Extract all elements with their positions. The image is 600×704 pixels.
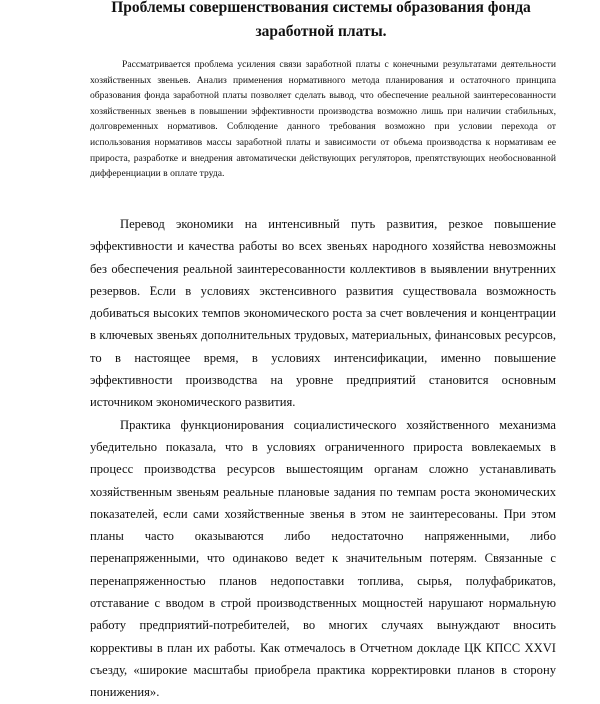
abstract: Рассматривается проблема усиления связи заработной платы с конечными результатами деятельности хозяйственных звеньев. Анализ применения нормативного метода планирования и остаточного принципа образования фонда заработной платы позволяет сделать вывод, что обеспечение реальной заинтересованности хозяйственных звеньев в повышении эффективности производства возможно лишь при наличии стабильных, долговременных нормативов. Соблюдение данного требования возможно при условии перехода от использования нормативов массы заработной платы и зависимости от объема производства к нормативам ее прироста, разработке и внедрения автоматически действующих регуляторов, препятствующих необоснованной дифференциации в оплате труда. bbox=[90, 59, 556, 180]
paper-title: Проблемы совершенствования системы образования фонда заработной платы. bbox=[111, 0, 531, 40]
paragraph-2: Практика функционирования социалистического хозяйственного механизма убедительно показала, что в условиях ограниченного прироста вовлекаемых в процесс производства ресурсов вышестоящим органам сложно устанавливать хозяйственным звеньям реальные плановые задания по темпам роста экономических показателей, если сами хозяйственные звенья в этом не заинтересованы. При этом планы часто оказываются либо недостаточно напряженными, либо перенапряженными, что одинаково ведет к значительным потерям. Связанные с перенапряженностью планов недопоставки топлива, сырья, полуфабрикатов, отставание с вводом в строй производственных мощностей нарушают нормальную работу предприятий-потребителей, во многих случаях вынуждают вносить коррективы в план их работы. Как отмечалось в Отчетном докладе ЦК КПСС XXVI съезду, «широкие масштабы приобрела практика корректировки планов в сторону понижения». bbox=[90, 417, 556, 700]
body-text bbox=[90, 213, 556, 704]
paragraph-1: Перевод экономики на интенсивный путь развития, резкое повышение эффективности и качества работы во всех звеньях народного хозяйства невозможны без обеспечения реальной заинтересованности коллективов в выявлении внутренних резервов. Если в условиях экстенсивного развития существовала возможность добиваться высоких темпов экономического роста за счет вовлечения и концентрации в ключевых звеньях дополнительных трудовых, материальных, финансовых ресурсов, то в настоящее время, в условиях интенсификации, именно повышение эффективности производства на уровне предприятий становится основным источником экономического развития. bbox=[90, 217, 556, 410]
